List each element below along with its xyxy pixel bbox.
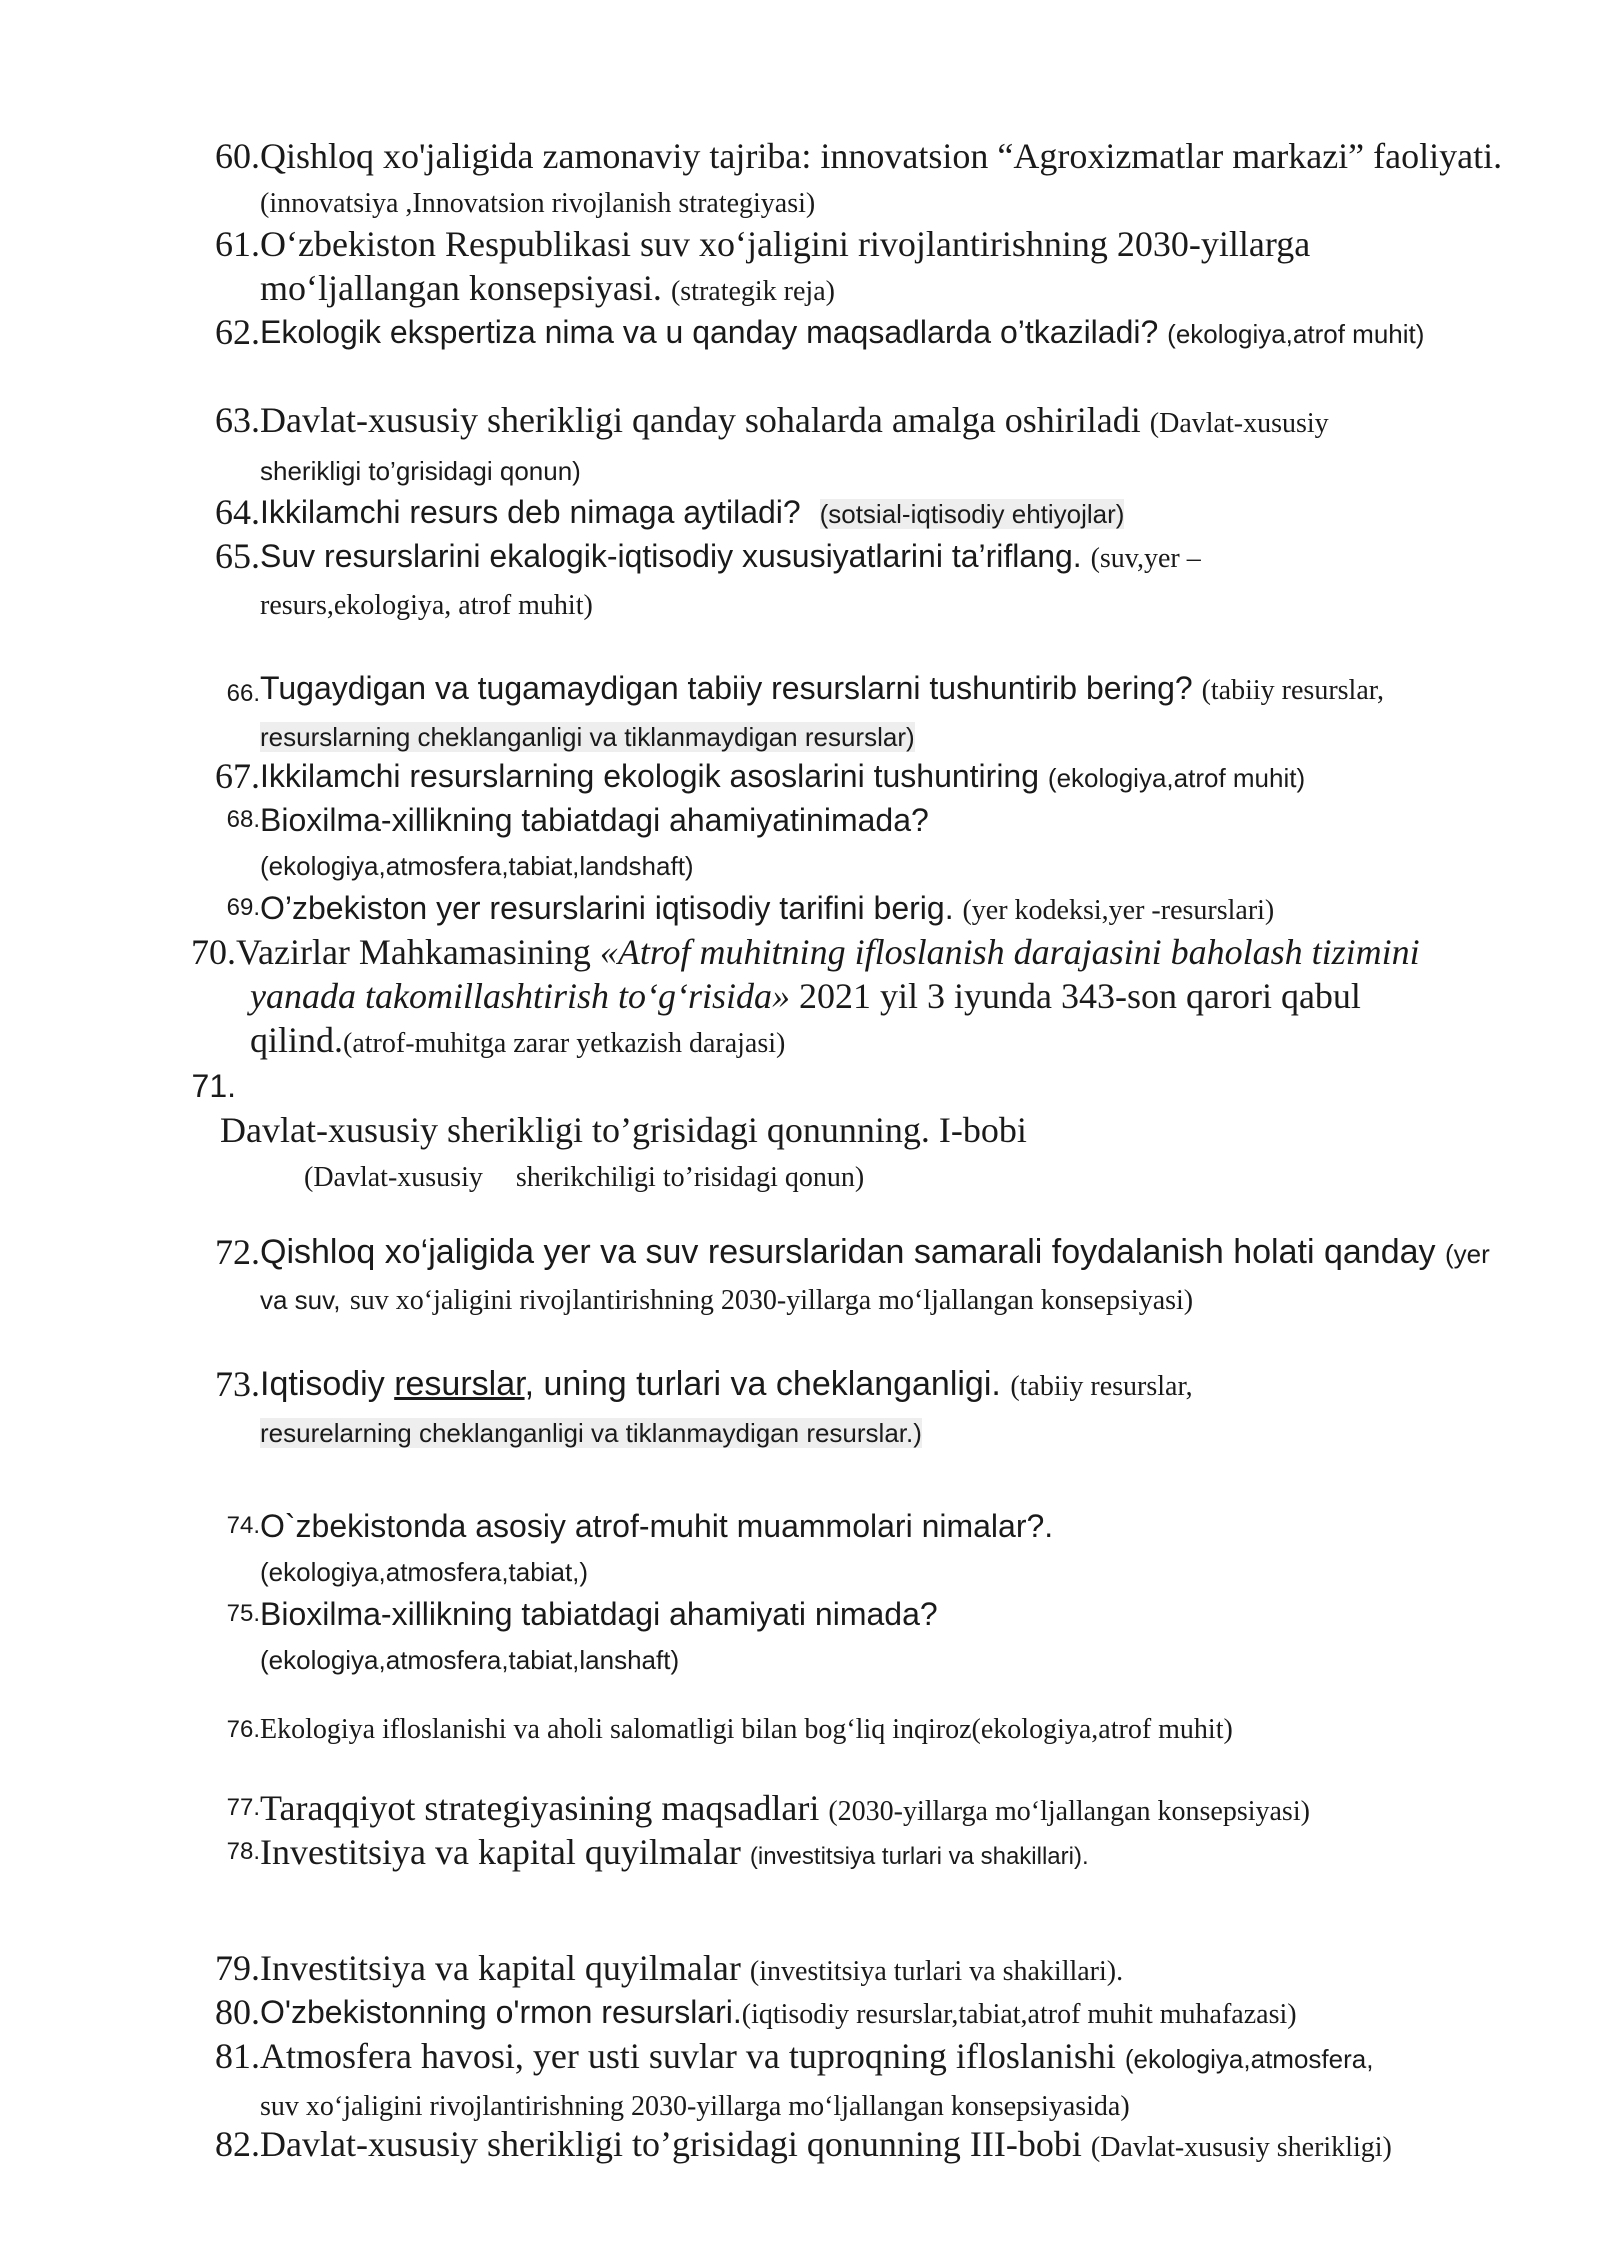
- item-note: (strategik reja): [670, 276, 835, 307]
- item-note: (atrof-muhitga zarar yetkazish darajasi): [343, 1028, 786, 1059]
- item-text: Ikkilamchi resurs deb nimaga aytiladi?: [260, 494, 801, 530]
- item-note: (tabiiy resurslar,: [1010, 1371, 1193, 1402]
- item-number: 69.: [226, 894, 260, 921]
- item-number: 63.: [215, 400, 260, 440]
- item-text-underlined: resurslar: [394, 1365, 525, 1403]
- item-text: Tugaydigan va tugamaydigan tabiiy resurslarni tushuntirib bering?: [260, 670, 1193, 706]
- list-item: [210, 1946, 1510, 1994]
- item-text: O’zbekiston yer resurslarini iqtisodiy tarifini berig.: [260, 890, 954, 926]
- item-text: 2021 yil 3 iyunda 343-son qarori qabul qilind.: [250, 976, 1361, 1060]
- item-number: 60.: [215, 136, 260, 176]
- item-text: Investitsiya va kapital quyilmalar: [260, 1948, 741, 1988]
- list-item: [210, 1990, 1510, 2037]
- item-text: Qishloq xo'jaligida zamonaviy tajriba: innovatsion “Agroxizmatlar markazi” faoliyati.: [260, 136, 1503, 176]
- list-item: [210, 1708, 1510, 1752]
- item-number: 66.: [226, 680, 260, 707]
- item-note: (Davlat-xususiy: [304, 1162, 483, 1193]
- item-text: Ekologik ekspertiza nima va u qanday maqsadlarda o’tkaziladi?: [260, 314, 1159, 350]
- item-number: 81.: [215, 2036, 260, 2076]
- item-number: 78.: [226, 1838, 260, 1865]
- list-item-body: [220, 1108, 1520, 1200]
- item-number: 71.: [191, 1068, 236, 1104]
- item-number: 80.: [215, 1992, 260, 2032]
- list-item: [210, 1230, 1510, 1323]
- list-item: [186, 930, 1446, 1066]
- item-text: O`zbekistonda asosiy atrof-muhit muammolari nimalar?.: [260, 1508, 1054, 1544]
- item-text: Davlat-xususiy sherikligi to’grisidagi qonunning III-bobi: [260, 2124, 1082, 2164]
- item-number: 76.: [226, 1716, 260, 1743]
- item-text: Ekologiya ifloslanishi va aholi salomatligi bilan bog‘liq inqiroz(ekologiya,atrof muhit): [260, 1714, 1233, 1745]
- item-text: O‘zbekiston Respublikasi suv xo‘jaligini rivojlantirishning 2030-yillarga mo‘ljallangan konsepsiyasi.: [260, 224, 1311, 308]
- item-text: Iqtisodiy: [260, 1365, 385, 1403]
- item-number: 75.: [226, 1600, 260, 1627]
- item-text: Qishloq xo‘jaligida yer va suv resurslaridan samarali foydalanish holati qanday: [260, 1233, 1436, 1271]
- item-number: 61.: [215, 224, 260, 264]
- item-number: 74.: [226, 1512, 260, 1539]
- item-text: Vazirlar Mahkamasining: [236, 932, 591, 972]
- list-item: [210, 754, 1510, 800]
- list-item: [210, 1592, 1510, 1682]
- list-item: [210, 2034, 1510, 2129]
- item-text: Taraqqiyot strategiyasining maqsadlari: [260, 1788, 820, 1828]
- list-item: [210, 1504, 1510, 1594]
- list-item: [210, 1830, 1510, 1879]
- item-note: (2030-yillarga mo‘ljallangan konsepsiyasi): [828, 1796, 1310, 1827]
- item-note: (innovatsiya ,Innovatsion rivojlanish strategiyasi): [260, 188, 816, 219]
- item-number: 64.: [215, 492, 260, 532]
- item-text: O'zbekistonning o'rmon resurslari.: [260, 1994, 742, 2030]
- item-text: Davlat-xususiy sherikligi qanday sohalarda amalga oshiriladi: [260, 400, 1141, 440]
- item-text-italic: «Atrof muhitning ifloslanish darajasini baholash tizimini yanada takomillashtirish to‘g‘risida»: [250, 932, 1420, 1016]
- item-note: (investitsiya turlari va shakillari).: [749, 1843, 1089, 1870]
- item-text: Investitsiya va kapital quyilmalar: [260, 1832, 741, 1872]
- item-text: Suv resurslarini ekalogik-iqtisodiy xususiyatlarini ta’riflang.: [260, 538, 1082, 574]
- item-note: resurslarning cheklanganligi va tiklanmaydigan resurslar): [260, 722, 915, 752]
- list-item: [210, 798, 1510, 888]
- list-item: [210, 310, 1510, 356]
- item-note: (yer kodeksi,yer -resurslari): [962, 895, 1275, 926]
- list-item: [210, 398, 1510, 493]
- item-note: sherikchiligi to’risidagi qonun): [515, 1162, 865, 1193]
- item-note: (iqtisodiy resurslar,tabiat,atrof muhit muhafazasi): [741, 1999, 1297, 2030]
- item-note: (sotsial-iqtisodiy ehtiyojlar): [819, 499, 1125, 529]
- item-text: Bioxilma-xillikning tabiatdagi ahamiyatinimada?: [260, 802, 929, 838]
- item-note: (ekologiya,atrof muhit): [1167, 319, 1425, 349]
- item-note: resurs,ekologiya, atrof muhit): [260, 590, 593, 621]
- list-item: [210, 666, 1510, 759]
- list-item: [210, 534, 1510, 628]
- list-item: [210, 2122, 1510, 2170]
- item-note: (ekologiya,atmosfera,tabiat,landshaft): [260, 851, 694, 881]
- item-note: (Davlat-xususiy sherikligi): [1090, 2132, 1392, 2163]
- item-number: 82.: [215, 2124, 260, 2164]
- item-note: resurelarning cheklanganligi va tiklanmaydigan resurslar.): [260, 1418, 922, 1448]
- item-number: 67.: [215, 756, 260, 796]
- list-item: [210, 490, 1510, 536]
- item-text: Ikkilamchi resurslarning ekologik asoslarini tushuntiring: [260, 758, 1040, 794]
- item-note: (ekologiya,atmosfera,tabiat,): [260, 1557, 589, 1587]
- item-note: (tabiiy resurslar,: [1201, 675, 1384, 706]
- item-note: suv xo‘jaligini rivojlantirishning 2030-yillarga mo‘ljallangan konsepsiyasi): [349, 1285, 1194, 1316]
- item-number: 77.: [226, 1794, 260, 1821]
- item-note: (Davlat-xususiy: [1149, 408, 1329, 439]
- list-item: [210, 1362, 1510, 1455]
- list-item: [210, 886, 1510, 933]
- item-number: 79.: [215, 1948, 260, 1988]
- item-note: (ekologiya,atrof muhit): [1047, 763, 1306, 793]
- item-note: (suv,yer –: [1090, 543, 1201, 574]
- item-text: Davlat-xususiy sherikligi to’grisidagi qonunning. I-bobi: [220, 1110, 1027, 1150]
- item-note: (investitsiya turlari va shakillari).: [749, 1956, 1124, 1987]
- item-text: Atmosfera havosi, yer usti suvlar va tuproqning ifloslanishi: [260, 2036, 1116, 2076]
- item-text: , uning turlari va cheklanganligi.: [524, 1365, 1001, 1403]
- list-item: [210, 222, 1510, 314]
- item-note: sherikligi to’grisidagi qonun): [260, 456, 581, 486]
- item-note: (yer va suv,: [260, 1239, 1490, 1315]
- item-note: (ekologiya,atmosfera,: [1124, 2044, 1374, 2074]
- item-number: 62.: [215, 312, 260, 352]
- item-number: 65.: [215, 536, 260, 576]
- item-note: (ekologiya,atmosfera,tabiat,lanshaft): [260, 1645, 680, 1675]
- item-number: 70.: [191, 932, 236, 972]
- item-text: Bioxilma-xillikning tabiatdagi ahamiyati nimada?: [260, 1596, 938, 1632]
- item-number: 72.: [215, 1232, 260, 1272]
- item-note: suv xo‘jaligini rivojlantirishning 2030-yillarga mo‘ljallangan konsepsiyasida): [260, 2091, 1130, 2122]
- item-number: 68.: [226, 806, 260, 833]
- item-number: 73.: [215, 1364, 260, 1404]
- list-item: [210, 1786, 1510, 1834]
- list-item: [210, 134, 1510, 226]
